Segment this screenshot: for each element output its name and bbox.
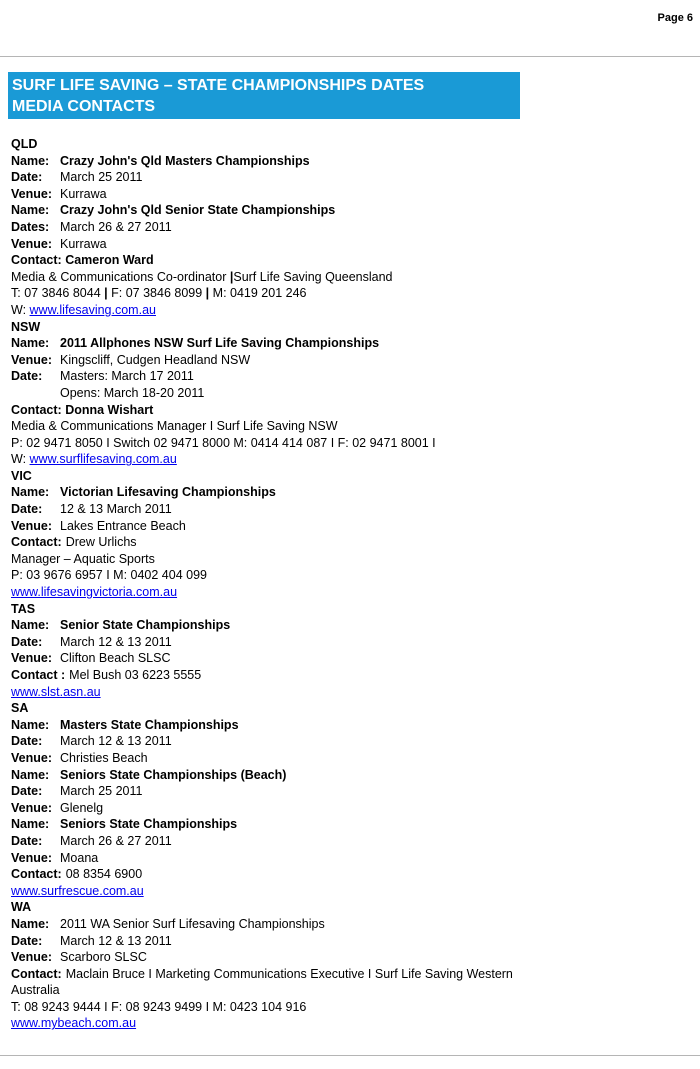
banner-title: SURF LIFE SAVING – STATE CHAMPIONSHIPS DATES — [12, 77, 425, 94]
event-venue-row — [11, 800, 691, 817]
event-date-row — [11, 833, 691, 850]
contact-row — [11, 966, 691, 983]
event-venue: Christies Beach — [60, 750, 148, 765]
separator: | — [205, 286, 210, 301]
contact-name: Drew Urlichs — [65, 535, 137, 550]
contact-name: Cameron Ward — [65, 253, 154, 268]
website-link[interactable]: www.mybeach.com.au — [11, 1016, 137, 1031]
top-divider — [0, 56, 700, 57]
event-name-row — [11, 202, 691, 219]
event-name: Crazy John's Qld Masters Championships — [60, 153, 310, 168]
event-venue: Kurrawa — [60, 236, 107, 251]
event-date: March 12 & 13 2011 — [60, 634, 172, 649]
event-venue: Moana — [60, 850, 99, 865]
contact-role: Manager – Aquatic Sports — [11, 551, 155, 566]
event-date-row — [11, 385, 691, 402]
field-label: Name: — [11, 336, 50, 351]
separator: | — [104, 286, 108, 301]
field-label: Venue: — [11, 651, 52, 666]
field-label: Contact: — [11, 535, 62, 550]
event-name: 2011 Allphones NSW Surf Life Saving Championships — [60, 336, 380, 351]
contact-name: Donna Wishart — [65, 402, 154, 417]
website-row — [11, 883, 691, 900]
field-label: Venue: — [11, 750, 52, 765]
event-name: Crazy John's Qld Senior State Championships — [60, 203, 336, 218]
event-name-row — [11, 617, 691, 634]
event-date: Masters: March 17 2011 — [60, 369, 194, 384]
event-date-row — [11, 933, 691, 950]
event-date-row — [11, 169, 691, 186]
field-label: Date: — [11, 784, 43, 799]
event-date-row — [11, 634, 691, 651]
contact-role: Media & Communications Manager I Surf Life Saving NSW — [11, 419, 338, 434]
website-row — [11, 684, 691, 701]
event-venue-row — [11, 650, 691, 667]
contact-value: 08 8354 6900 — [65, 867, 143, 882]
state-heading-qld: QLD — [11, 137, 38, 151]
field-label: Venue: — [11, 186, 52, 201]
event-name-row — [11, 717, 691, 734]
contact-phones: T: 08 9243 9444 I F: 08 9243 9499 I M: 0423 104 916 — [11, 999, 307, 1014]
web-prefix: W: — [11, 452, 27, 467]
field-label: Name: — [11, 618, 50, 633]
contact-row — [11, 866, 691, 883]
field-label: Contact: — [11, 867, 62, 882]
field-label: Name: — [11, 817, 50, 832]
website-link[interactable]: www.lifesaving.com.au — [29, 302, 156, 317]
website-link[interactable]: www.lifesavingvictoria.com.au — [11, 585, 178, 600]
event-date: March 26 & 27 2011 — [60, 219, 172, 234]
website-row — [11, 584, 691, 601]
event-venue-row — [11, 750, 691, 767]
contact-phones-row — [11, 285, 691, 302]
event-date-row — [11, 501, 691, 518]
event-venue-row — [11, 949, 691, 966]
field-label: Name: — [11, 485, 50, 500]
field-label: Name: — [11, 916, 50, 931]
page-number: Page 6 — [657, 12, 693, 24]
field-label: Venue: — [11, 518, 52, 533]
contact-row — [11, 252, 691, 269]
website-link[interactable]: www.surfrescue.com.au — [11, 883, 144, 898]
event-date-row — [11, 219, 691, 236]
state-heading-nsw: NSW — [11, 319, 41, 334]
event-date-row — [11, 368, 691, 385]
event-venue-row — [11, 186, 691, 203]
field-label: Venue: — [11, 800, 52, 815]
separator: | — [229, 269, 234, 284]
event-name: 2011 WA Senior Surf Lifesaving Championships — [60, 916, 325, 931]
phone: T: 07 3846 8044 — [11, 286, 101, 301]
website-row — [11, 451, 691, 468]
event-date: March 26 & 27 2011 — [60, 833, 172, 848]
event-name-row — [11, 916, 691, 933]
web-prefix: W: — [11, 302, 27, 317]
field-label: Date: — [11, 833, 43, 848]
event-name: Seniors State Championships — [60, 817, 238, 832]
event-venue: Kingscliff, Cudgen Headland NSW — [60, 352, 251, 367]
contact-phones: P: 02 9471 8050 I Switch 02 9471 8000 M: 0414 414 087 I F: 02 9471 8001 I — [11, 435, 436, 450]
contact-value: Mel Bush 03 6223 5555 — [69, 668, 202, 682]
event-name-row — [11, 335, 691, 352]
fax: F: 07 3846 8099 — [111, 286, 203, 301]
event-name: Senior State Championships — [60, 618, 231, 633]
event-name-row — [11, 816, 691, 833]
event-venue: Lakes Entrance Beach — [60, 518, 186, 533]
contact-row — [11, 402, 691, 419]
event-venue: Scarboro SLSC — [60, 950, 147, 965]
state-heading-tas: TAS — [11, 601, 36, 616]
field-label: Date: — [11, 933, 43, 948]
contact-row — [11, 534, 691, 551]
state-heading-wa: WA — [11, 900, 32, 915]
state-heading-vic: VIC — [11, 468, 32, 483]
event-date-row — [11, 783, 691, 800]
event-venue: Glenelg — [60, 800, 104, 815]
field-label: Contact: — [11, 402, 62, 417]
event-venue: Clifton Beach SLSC — [60, 651, 171, 666]
contact-role: Media & Communications Co-ordinator — [11, 269, 227, 284]
field-label: Date: — [11, 502, 43, 517]
website-link[interactable]: www.slst.asn.au — [11, 684, 101, 699]
contact-org: Surf Life Saving Queensland — [233, 269, 393, 284]
field-label: Dates: — [11, 219, 50, 234]
event-venue-row — [11, 236, 691, 253]
contact-value-continued: Australia — [11, 983, 60, 998]
event-date: 12 & 13 March 2011 — [60, 502, 172, 517]
website-row — [11, 1015, 691, 1032]
section-banner — [8, 72, 520, 119]
field-label: Contact: — [11, 253, 62, 268]
event-name: Victorian Lifesaving Championships — [60, 485, 276, 500]
event-date: March 25 2011 — [60, 784, 143, 799]
field-label: Name: — [11, 767, 50, 782]
event-venue: Kurrawa — [60, 186, 107, 201]
event-name-row — [11, 484, 691, 501]
field-label: Date: — [11, 170, 43, 185]
website-row — [11, 302, 691, 319]
event-date: Opens: March 18-20 2011 — [60, 385, 205, 400]
state-heading-sa: SA — [11, 701, 29, 716]
field-label: Contact : — [11, 668, 66, 682]
field-label: Venue: — [11, 352, 52, 367]
field-label: Date: — [11, 734, 43, 749]
banner-subtitle: MEDIA CONTACTS — [12, 98, 156, 115]
field-label: Name: — [11, 153, 50, 168]
contact-role-row — [11, 269, 691, 286]
event-venue-row — [11, 518, 691, 535]
field-label: Contact: — [11, 966, 62, 981]
field-label: Venue: — [11, 850, 52, 865]
contacts-list — [11, 136, 691, 1032]
field-label: Venue: — [11, 950, 52, 965]
event-date: March 12 & 13 2011 — [60, 933, 172, 948]
event-name: Seniors State Championships (Beach) — [60, 767, 287, 782]
bottom-divider — [0, 1055, 700, 1056]
event-name-row — [11, 153, 691, 170]
event-venue-row — [11, 850, 691, 867]
contact-value: Maclain Bruce I Marketing Communications Executive I Surf Life Saving Western — [65, 966, 513, 981]
event-date-row — [11, 733, 691, 750]
event-date: March 12 & 13 2011 — [60, 734, 172, 749]
website-link[interactable]: www.surflifesaving.com.au — [29, 452, 177, 467]
field-label: Name: — [11, 717, 50, 732]
event-date: March 25 2011 — [60, 170, 143, 185]
event-name: Masters State Championships — [60, 717, 239, 732]
contact-row — [11, 667, 691, 684]
contact-phones: P: 03 9676 6957 I M: 0402 404 099 — [11, 568, 207, 583]
mobile: M: 0419 201 246 — [212, 286, 307, 301]
event-venue-row — [11, 352, 691, 369]
field-label: Date: — [11, 369, 43, 384]
field-label: Date: — [11, 634, 43, 649]
event-name-row — [11, 767, 691, 784]
field-label: Name: — [11, 203, 50, 218]
field-label: Venue: — [11, 236, 52, 251]
